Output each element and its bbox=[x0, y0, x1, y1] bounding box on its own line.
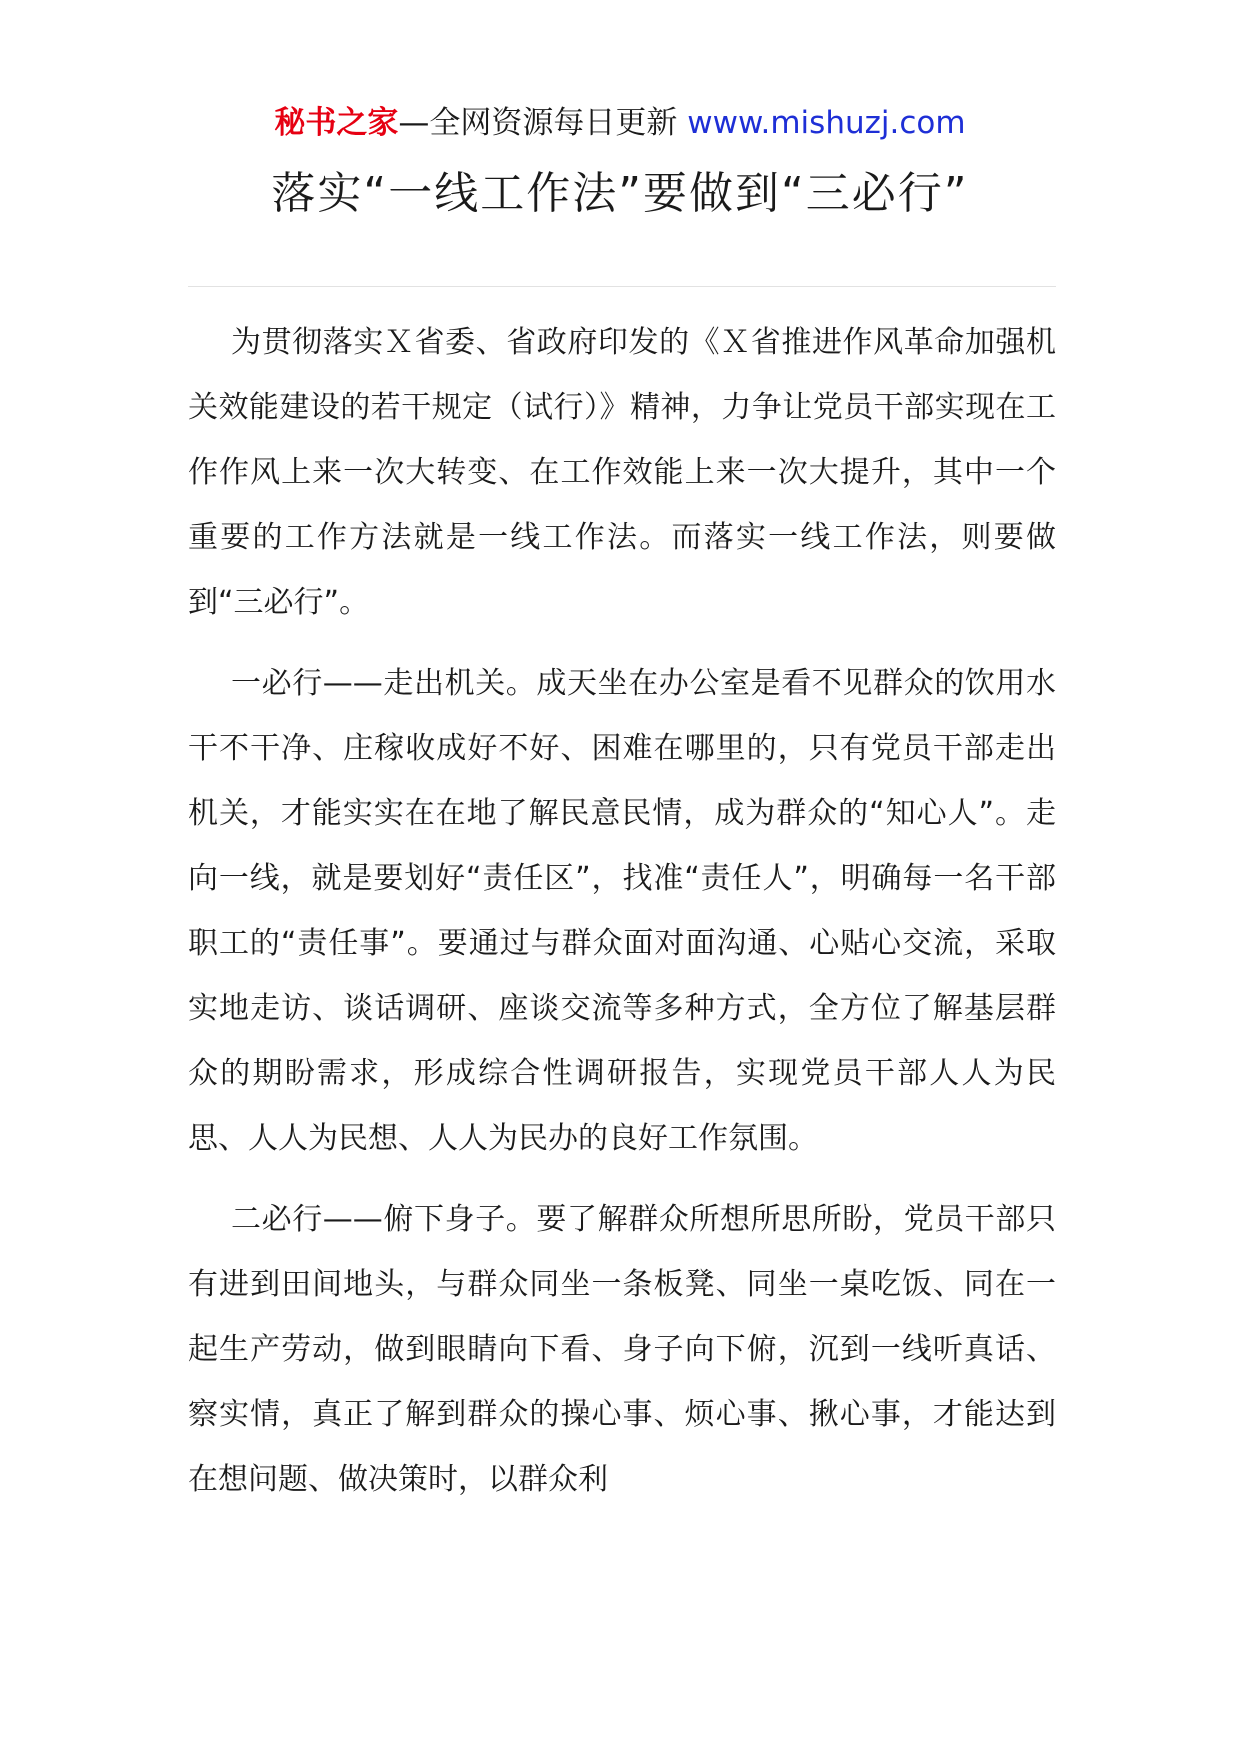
paragraph-first-must: 一必行——走出机关。成天坐在办公室是看不见群众的饮用水干不干净、庄稼收成好不好、困难在哪里的，只有党员干部走出机关，才能实实在在地了解民意民情，成为群众的“知心人”。走向一线，就是要划好“责任区”，找准“责任人”，明确每一名干部职工的“责任事”。要通过与群众面对面沟通、心贴心交流，采取实地走访、谈话调研、座谈交流等多种方式，全方位了解基层群众的期盼需求，形成综合性调研报告，实现党员干部人人为民思、人人为民想、人人为民办的良好工作氛围。 bbox=[188, 666, 1056, 1156]
title-divider bbox=[188, 286, 1056, 287]
paragraph-intro: 为贯彻落实Ｘ省委、省政府印发的《Ｘ省推进作风革命加强机关效能建设的若干规定（试行）》精神，力争让党员干部实现在工作作风上来一次大转变、在工作效能上来一次大提升，其中一个重要的工作方法就是一线工作法。而落实一线工作法，则要做到“三必行”。 bbox=[188, 325, 1056, 620]
site-url-link[interactable]: www.mishuzj.com bbox=[687, 105, 966, 141]
site-header bbox=[0, 100, 1240, 146]
brand-name: 秘书之家 bbox=[274, 105, 399, 141]
document-body bbox=[188, 310, 1056, 1528]
document-title: 落实“一线工作法”要做到“三必行” bbox=[271, 168, 969, 219]
header-tagline: —全网资源每日更新 bbox=[398, 105, 688, 141]
paragraph-second-must: 二必行——俯下身子。要了解群众所想所思所盼，党员干部只有进到田间地头，与群众同坐一条板凳、同坐一桌吃饭、同在一起生产劳动，做到眼睛向下看、身子向下俯，沉到一线听真话、察实情，真正了解到群众的操心事、烦心事、揪心事，才能达到在想问题、做决策时，以群众利 bbox=[188, 1202, 1056, 1497]
